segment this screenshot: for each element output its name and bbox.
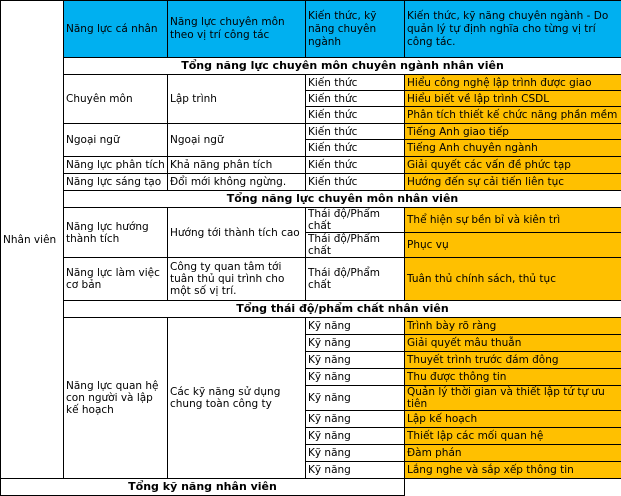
total-row [1, 301, 621, 318]
table-row [1, 157, 621, 174]
type-cell: Kỹ năng [306, 386, 405, 411]
position-cell: Hướng tới thành tích cao [168, 208, 306, 258]
description-cell: Hiểu công nghệ lập trình được giao [405, 75, 621, 91]
total-row [1, 58, 621, 75]
type-cell: Kỹ năng [306, 318, 405, 335]
description-cell: Hướng đến sự cải tiến liên tục [405, 174, 621, 191]
position-cell: Lập trình [168, 75, 306, 124]
table-row [1, 75, 621, 91]
total-row [1, 191, 621, 208]
type-cell: Kỹ năng [306, 335, 405, 352]
description-cell: Phân tích thiết kế chức năng phần mềm [405, 107, 621, 124]
type-cell: Kiến thức [306, 75, 405, 91]
type-cell: Kỹ năng [306, 369, 405, 386]
table-row [1, 124, 621, 140]
competency-cell: Chuyên môn [64, 75, 168, 124]
type-cell: Kiến thức [306, 157, 405, 174]
competency-cell: Năng lực hướng thành tích [64, 208, 168, 258]
type-cell: Kỹ năng [306, 445, 405, 462]
total-professional: Tổng năng lực chuyên môn nhân viên [64, 191, 621, 208]
table-row [1, 258, 621, 301]
header-position-competency: Năng lực chuyên môn theo vị trí công tác [168, 1, 306, 58]
type-cell: Kiến thức [306, 140, 405, 157]
table-row [1, 318, 621, 335]
header-personal-competency: Năng lực cá nhân [64, 1, 168, 58]
competency-cell: Năng lực quan hệ con người và lập kế hoạch [64, 318, 168, 479]
header-specialized-knowledge: Kiến thức, kỹ năng chuyên ngành [306, 1, 405, 58]
description-cell: Thuyết trình trước đám đông [405, 352, 621, 369]
table-row [1, 174, 621, 191]
position-cell: Khả năng phân tích [168, 157, 306, 174]
description-cell: Giải quyết mâu thuẫn [405, 335, 621, 352]
position-cell: Các kỹ năng sử dụng chung toàn công ty [168, 318, 306, 479]
total-attitude: Tổng thái độ/phẩm chất nhân viên [64, 301, 621, 318]
type-cell: Kỹ năng [306, 352, 405, 369]
description-cell: Tiếng Anh giao tiếp [405, 124, 621, 140]
competency-cell: Năng lực sáng tạo [64, 174, 168, 191]
type-cell: Kiến thức [306, 174, 405, 191]
type-cell: Thái độ/Phẩm chất [306, 208, 405, 233]
description-cell: Giải quyết các vấn đề phức tạp [405, 157, 621, 174]
type-cell: Kỹ năng [306, 462, 405, 479]
description-cell: Thu được thông tin [405, 369, 621, 386]
type-cell: Kiến thức [306, 124, 405, 140]
header-row [1, 1, 621, 58]
total-skills: Tổng kỹ năng nhân viên [1, 479, 405, 496]
position-cell: Đổi mới không ngừng. [168, 174, 306, 191]
competency-cell: Năng lực làm việc cơ bản [64, 258, 168, 301]
total-row [1, 479, 621, 496]
description-cell: Hiểu biết về lập trình CSDL [405, 91, 621, 107]
position-cell: Ngoại ngữ [168, 124, 306, 157]
table-row [1, 208, 621, 233]
description-cell: Thiết lập các mối quan hệ [405, 428, 621, 445]
description-cell: Trình bày rõ ràng [405, 318, 621, 335]
description-cell: Phục vụ [405, 233, 621, 258]
position-cell: Công ty quan tâm tới tuân thủ qui trình cho một số vị trí. [168, 258, 306, 301]
type-cell: Thái độ/Phẩm chất [306, 233, 405, 258]
competency-cell: Ngoại ngữ [64, 124, 168, 157]
type-cell: Kiến thức [306, 91, 405, 107]
type-cell: Kiến thức [306, 107, 405, 124]
description-cell: Tuân thủ chính sách, thủ tục [405, 258, 621, 301]
description-cell: Lắng nghe và sắp xếp thông tin [405, 462, 621, 479]
description-cell: Đàm phán [405, 445, 621, 462]
description-cell: Thể hiện sự bền bỉ và kiên trì [405, 208, 621, 233]
description-cell: Quản lý thời gian và thiết lập tứ tự ưu tiên [405, 386, 621, 411]
type-cell: Kỹ năng [306, 411, 405, 428]
role-cell: Nhân viên [1, 1, 64, 479]
total-professional-specialized: Tổng năng lực chuyên môn chuyên ngành nhân viên [64, 58, 621, 75]
description-cell: Tiếng Anh chuyên ngành [405, 140, 621, 157]
type-cell: Thái độ/Phẩm chất [306, 258, 405, 301]
type-cell: Kỹ năng [306, 428, 405, 445]
header-manager-defined: Kiến thức, kỹ năng chuyên ngành - Do quản lý tự định nghĩa cho từng vị trí công tác. [405, 1, 621, 58]
competency-cell: Năng lực phân tích [64, 157, 168, 174]
description-cell: Lập kế hoạch [405, 411, 621, 428]
